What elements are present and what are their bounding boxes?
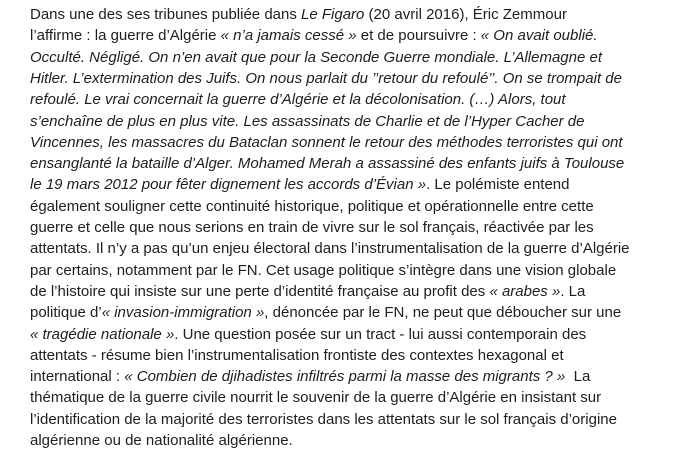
paragraph-line <box>30 153 624 174</box>
paragraph-line <box>30 89 566 110</box>
paragraph-line <box>30 238 630 259</box>
text-segment: de l’histoire qui insiste sur une perte d’identité française au profit des <box>30 282 490 300</box>
italic-text-segment: Le Figaro <box>301 6 365 23</box>
text-segment: , dénoncée par le FN, ne peut que déboucher sur une <box>264 304 622 322</box>
text-segment: et de poursuivre : <box>356 27 481 45</box>
italic-text-segment: « arabes » <box>489 282 561 300</box>
text-segment: également souligner cette continuité historique, politique et opérationnelle entre cette <box>30 197 594 215</box>
text-segment: par certains, notamment par le FN. Cet usage politique s’intègre dans une vision globale <box>30 261 617 279</box>
text-segment: Dans une des ses tribunes publiée dans <box>30 6 302 23</box>
italic-text-segment: « On avait oublié. <box>480 27 598 45</box>
paragraph-line <box>30 174 570 195</box>
paragraph-line <box>30 302 621 323</box>
paragraph-line <box>30 260 616 281</box>
italic-text-segment: Occulté. Négligé. On n’en avait que pour la Seconde Guerre mondiale. L’Allemagne et <box>30 48 603 66</box>
text-segment: l’identification de la majorité des terroristes dans les attentats sur le sol français d’origine <box>30 410 617 428</box>
paragraph-line <box>30 387 601 408</box>
paragraph-line <box>30 47 602 68</box>
paragraph-line <box>30 25 598 46</box>
text-segment: attentats. Il n’y a pas qu’un enjeu électoral dans l’instrumentalisation de la guerre d’Algérie <box>30 240 630 258</box>
italic-text-segment: « tragédie nationale » <box>30 325 175 343</box>
italic-text-segment: s’enchaîne de plus en plus vite. Les assassinats de Charlie et de l’Hyper Cacher de <box>30 112 585 130</box>
italic-text-segment: « n’a jamais cessé » <box>220 27 357 45</box>
text-segment: . Le polémiste entend <box>426 176 570 194</box>
italic-text-segment: « Combien de djihadistes infiltrés parmi la masse des migrants ? » <box>124 368 566 386</box>
paragraph-line <box>30 4 567 25</box>
paragraph-line <box>30 217 594 238</box>
paragraph-line <box>30 409 617 430</box>
paragraph-line <box>30 324 586 345</box>
paragraph-line <box>30 111 584 132</box>
italic-text-segment: Vincennes, les massacres du Bataclan sonnent le retour des méthodes terroristes qui ont <box>30 133 623 151</box>
paragraph-line <box>30 281 585 302</box>
text-segment: international : <box>30 368 125 386</box>
italic-text-segment: le 19 mars 2012 pour fêter dignement les accords d’Évian » <box>30 176 427 194</box>
text-segment: thématique de la guerre civile nourrit le souvenir de la guerre d’Algérie en insistant sur <box>30 389 602 407</box>
text-segment: politique d’ <box>30 304 102 322</box>
paragraph-line <box>30 196 594 217</box>
text-segment: . La <box>560 282 586 300</box>
paragraph-line <box>30 345 564 366</box>
paragraph-line <box>30 132 623 153</box>
paragraph-line <box>30 68 622 89</box>
italic-text-segment: ensanglanté la bataille d’Alger. Mohamed Merah a assassiné des enfants juifs à Toulouse <box>30 155 625 173</box>
text-segment: (20 avril 2016), Éric Zemmour <box>364 6 567 23</box>
text-segment: . Une question posée sur un tract - lui aussi contemporain des <box>174 325 587 343</box>
italic-text-segment: Hitler. L’extermination des Juifs. On nous parlait du ’’retour du refoulé’’. On se trompait de <box>30 69 622 87</box>
text-segment: La <box>565 368 591 386</box>
text-segment: guerre et celle que nous serions en train de vivre sur le sol français, réactivée par les <box>30 219 594 236</box>
paragraph-line <box>30 366 590 387</box>
text-segment: attentats - résume bien l’instrumentalisation frontiste des contextes hexagonal et <box>30 346 564 364</box>
paragraph-line <box>30 430 293 451</box>
text-segment: algérienne ou de nationalité algérienne. <box>30 432 293 449</box>
italic-text-segment: refoulé. Le vrai concernait la guerre d’Algérie et la décolonisation. (…) Alors, tout <box>30 91 566 109</box>
italic-text-segment: « invasion-immigration » <box>101 304 265 322</box>
text-segment: l’affirme : la guerre d’Algérie <box>30 27 221 45</box>
